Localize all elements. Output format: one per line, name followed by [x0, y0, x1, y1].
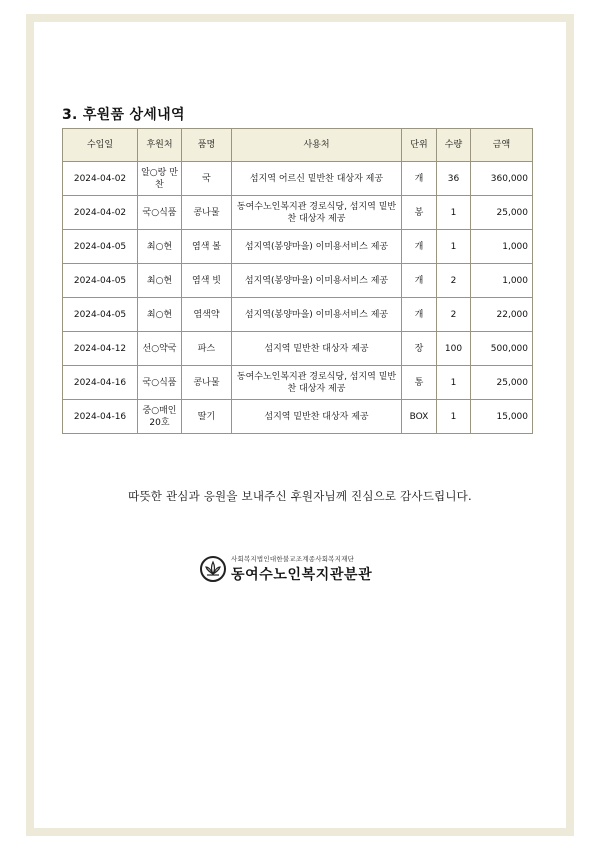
cell-date: 2024-04-02	[63, 196, 138, 230]
cell-date: 2024-04-02	[63, 162, 138, 196]
organization-signature	[200, 554, 372, 584]
cell-date: 2024-04-12	[63, 332, 138, 366]
cell-date: 2024-04-05	[63, 230, 138, 264]
table-row	[63, 196, 533, 230]
cell-usage: 섬지역(봉양마을) 이미용서비스 제공	[232, 298, 402, 332]
cell-amount: 25,000	[471, 366, 533, 400]
foundation-name: 사회복지법인대한불교조계종사회복지재단	[231, 555, 355, 563]
cell-usage: 섬지역 어르신 밑반찬 대상자 제공	[232, 162, 402, 196]
section-title: 3. 후원품 상세내역	[62, 107, 185, 123]
thank-you-message: 따뜻한 관심과 응원을 보내주신 후원자님께 진심으로 감사드립니다.	[128, 489, 472, 503]
cell-amount: 500,000	[471, 332, 533, 366]
cell-usage: 섬지역 밑반찬 대상자 제공	[232, 332, 402, 366]
cell-amount: 22,000	[471, 298, 533, 332]
table-row	[63, 298, 533, 332]
cell-unit: 개	[402, 230, 437, 264]
cell-usage: 섬지역(봉양마을) 이미용서비스 제공	[232, 264, 402, 298]
cell-unit: 개	[402, 264, 437, 298]
cell-unit: 통	[402, 366, 437, 400]
cell-date: 2024-04-16	[63, 400, 138, 434]
cell-donor: 선○약국	[138, 332, 182, 366]
cell-item: 염색 빗	[182, 264, 232, 298]
cell-quantity: 1	[437, 230, 471, 264]
cell-unit: 개	[402, 298, 437, 332]
cell-donor: 알○랑 만찬	[138, 162, 182, 196]
cell-amount: 15,000	[471, 400, 533, 434]
cell-unit: 개	[402, 162, 437, 196]
table-row	[63, 264, 533, 298]
cell-quantity: 1	[437, 366, 471, 400]
table-row	[63, 332, 533, 366]
cell-item: 콩나물	[182, 366, 232, 400]
cell-item: 염색약	[182, 298, 232, 332]
cell-donor: 최○현	[138, 264, 182, 298]
cell-donor: 중○매인20호	[138, 400, 182, 434]
cell-date: 2024-04-05	[63, 298, 138, 332]
header-donor: 후원처	[138, 129, 182, 162]
header-amount: 금액	[471, 129, 533, 162]
cell-quantity: 2	[437, 298, 471, 332]
cell-quantity: 100	[437, 332, 471, 366]
cell-date: 2024-04-16	[63, 366, 138, 400]
lotus-logo-icon	[200, 556, 226, 582]
cell-item: 딸기	[182, 400, 232, 434]
table-row	[63, 400, 533, 434]
cell-donor: 국○식품	[138, 366, 182, 400]
table-header-row	[63, 129, 533, 162]
cell-donor: 국○식품	[138, 196, 182, 230]
header-unit: 단위	[402, 129, 437, 162]
cell-item: 국	[182, 162, 232, 196]
table-row	[63, 162, 533, 196]
cell-donor: 최○현	[138, 230, 182, 264]
cell-item: 염색 볼	[182, 230, 232, 264]
cell-unit: 장	[402, 332, 437, 366]
organization-name: 동여수노인복지관분관	[231, 567, 373, 583]
table-row	[63, 366, 533, 400]
cell-quantity: 1	[437, 400, 471, 434]
cell-unit: BOX	[402, 400, 437, 434]
cell-amount: 360,000	[471, 162, 533, 196]
cell-quantity: 2	[437, 264, 471, 298]
cell-donor: 최○현	[138, 298, 182, 332]
header-date: 수입일	[63, 129, 138, 162]
cell-amount: 1,000	[471, 230, 533, 264]
cell-usage: 섬지역(봉양마을) 이미용서비스 제공	[232, 230, 402, 264]
header-item: 품명	[182, 129, 232, 162]
donation-details-table	[62, 128, 533, 434]
cell-amount: 1,000	[471, 264, 533, 298]
header-quantity: 수량	[437, 129, 471, 162]
cell-item: 콩나물	[182, 196, 232, 230]
cell-quantity: 1	[437, 196, 471, 230]
cell-amount: 25,000	[471, 196, 533, 230]
cell-item: 파스	[182, 332, 232, 366]
cell-usage: 동여수노인복지관 경로식당, 섬지역 밑반찬 대상자 제공	[232, 366, 402, 400]
cell-unit: 봉	[402, 196, 437, 230]
cell-quantity: 36	[437, 162, 471, 196]
table-row	[63, 230, 533, 264]
cell-usage: 동여수노인복지관 경로식당, 섬지역 밑반찬 대상자 제공	[232, 196, 402, 230]
header-usage: 사용처	[232, 129, 402, 162]
cell-date: 2024-04-05	[63, 264, 138, 298]
cell-usage: 섬지역 밑반찬 대상자 제공	[232, 400, 402, 434]
